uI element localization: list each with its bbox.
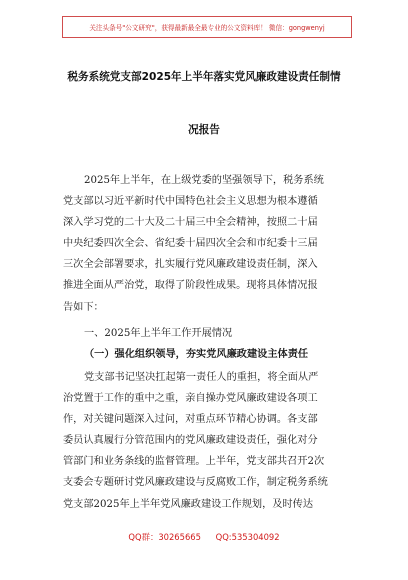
footer-contact (0, 531, 408, 543)
body-line: 党支部书记坚决扛起第一责任人的重担，将全面从严 (84, 372, 319, 383)
intro-line: 三次全会部署要求，扎实履行党风廉政建设责任制，深入 (63, 259, 318, 271)
intro-line: 推进全面从严治党，取得了阶段性成果。现将具体情况报 (63, 280, 318, 292)
body-line: 党支部2025年上半年党风廉政建设工作规划，及时传达 (63, 498, 314, 510)
section-heading: 一、2025年上半年工作开展情况 (84, 328, 233, 339)
body-line: 作，对关键问题深入过问，对重点环节精心协调。各支部 (63, 414, 318, 426)
intro-line: 2025年上半年，在上级党委的坚强领导下，税务系统 (84, 175, 324, 186)
body-line: 治党置于工作的重中之重，亲自操办党风廉政建设各项工 (63, 393, 318, 405)
intro-line: 告如下： (63, 301, 104, 313)
body-line: 管部门和业务条线的监督管理。上半年，党支部共召开2次 (63, 456, 325, 468)
intro-paragraph (63, 170, 351, 318)
document-title-line-1: 税务系统党支部2025年上半年落实党风廉政建设责任制情 (67, 71, 341, 83)
intro-line: 党支部以习近平新时代中国特色社会主义思想为根本遵循 (63, 196, 318, 208)
body-paragraph (63, 367, 351, 515)
body-line: 委员认真履行分管范围内的党风廉政建设责任，强化对分 (63, 435, 318, 447)
header-notice-box (62, 16, 352, 38)
header-notice-text: 关注头条号"公文研究"，获得最新最全最专业的公文资料库！ 微信：gongwenyj (89, 24, 325, 32)
subsection-heading: （一）强化组织领导，夯实党风廉政建设主体责任 (84, 348, 309, 360)
intro-line: 中央纪委四次全会、省纪委十届四次全会和市纪委十三届 (63, 238, 318, 250)
intro-line: 深入学习党的二十大及二十届三中全会精神，按照二十届 (63, 217, 318, 229)
document-title-line-2: 况报告 (188, 124, 220, 136)
footer-qq-number: QQ:535304092 (215, 532, 280, 542)
body-line: 支委会专题研讨党风廉政建设与反腐败工作，制定税务系统 (63, 477, 328, 489)
footer-qq-group: QQ群：30265665 (128, 532, 201, 542)
